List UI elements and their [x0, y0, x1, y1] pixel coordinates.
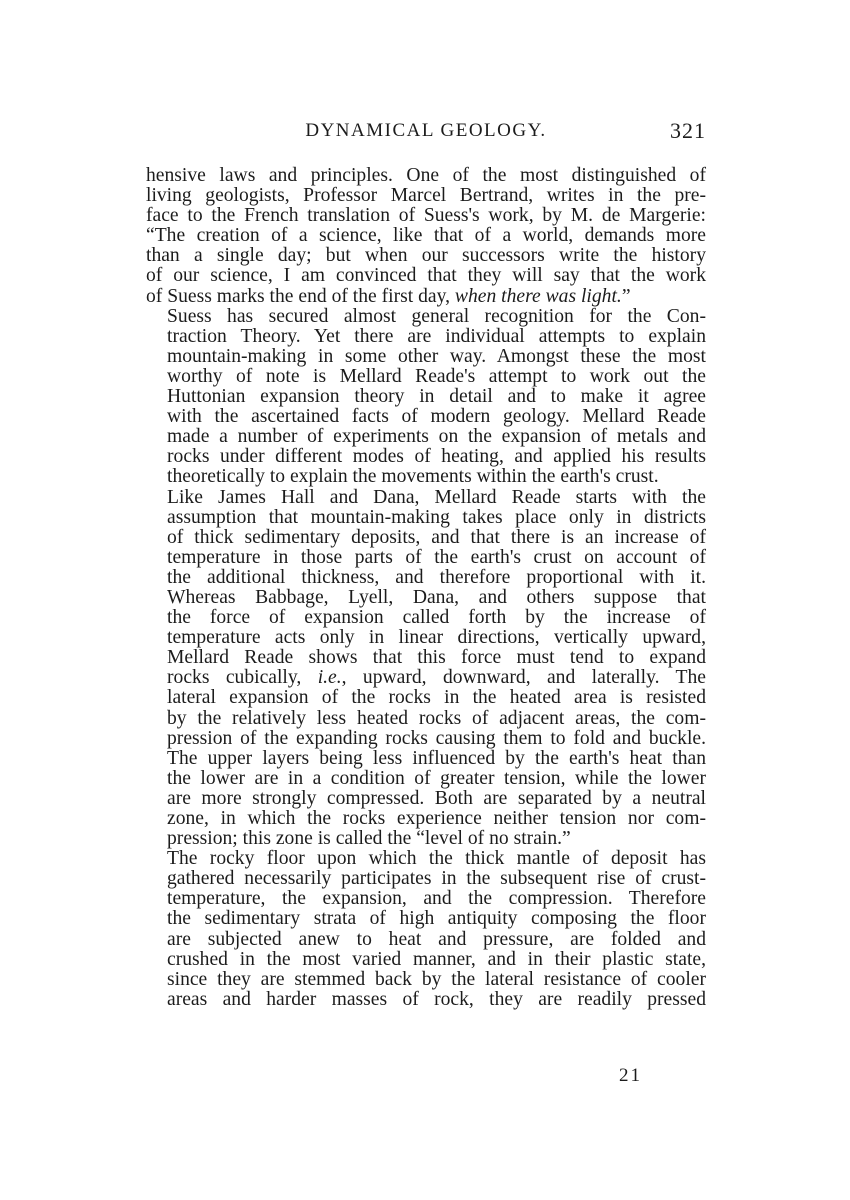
text-line: than a single day; but when our successors write the history — [146, 245, 706, 267]
text-line: the sedimentary strata of high antiquity composing the floor — [167, 908, 706, 930]
page-number: 321 — [670, 118, 706, 143]
text-line-ie — [146, 668, 706, 688]
text-line: by the relatively less heated rocks of adjacent areas, the com- — [167, 707, 706, 729]
text-line: of thick sedimentary deposits, and that there is an increase of — [167, 526, 706, 548]
running-head — [146, 118, 706, 148]
paragraph-2 — [146, 307, 706, 488]
text-line: gathered necessarily participates in the subsequent rise of crust- — [167, 868, 706, 890]
italic-abbreviation: i.e. — [317, 667, 342, 689]
text-line: assumption that mountain-making takes place only in districts — [167, 506, 706, 528]
paragraph-4 — [146, 849, 706, 1010]
text-line: Like James Hall and Dana, Mellard Reade starts with the — [167, 486, 706, 508]
paragraph-1 — [146, 166, 706, 307]
closing-quote: ” — [621, 285, 631, 307]
text-line: temperature in those parts of the earth's crust on account of — [167, 546, 706, 568]
italic-phrase: when there was light. — [454, 285, 622, 307]
text-line: the lower are in a condition of greater tension, while the lower — [167, 767, 706, 789]
text-line: are more strongly compressed. Both are separated by a neutral — [167, 787, 706, 809]
paragraph-3 — [146, 488, 706, 850]
text-line: Suess has secured almost general recognition for the Con- — [167, 305, 706, 327]
text-line: The rocky floor upon which the thick mantle of deposit has — [167, 848, 706, 870]
text-line: traction Theory. Yet there are individual attempts to explain — [167, 325, 706, 347]
text-run: of Suess marks the end of the first day, — [146, 285, 455, 307]
text-line: The upper layers being less influenced by the earth's heat than — [167, 747, 706, 769]
text-line: mountain-making in some other way. Amongst these the most — [167, 345, 706, 367]
text-line: the force of expansion called forth by the increase of — [167, 607, 706, 629]
text-line: since they are stemmed back by the lateral resistance of cooler — [167, 968, 706, 990]
signature-mark: 21 — [619, 1065, 642, 1086]
text-run: rocks cubically, — [167, 667, 318, 689]
text-line: Huttonian expansion theory in detail and to make it agree — [167, 386, 706, 408]
text-line: temperature acts only in linear directions, vertically upward, — [167, 627, 706, 649]
body-text — [146, 166, 706, 1010]
text-line: Whereas Babbage, Lyell, Dana, and others suppose that — [167, 586, 706, 608]
text-line: pression; this zone is called the “level of no strain.” — [167, 828, 571, 850]
text-line: crushed in the most varied manner, and in their plastic state, — [167, 948, 706, 970]
text-line: are subjected anew to heat and pressure, are folded and — [167, 928, 706, 950]
text-run: , upward, downward, and laterally. The — [341, 667, 706, 689]
text-line: Mellard Reade shows that this force must tend to expand — [167, 647, 706, 669]
text-line: lateral expansion of the rocks in the heated area is resisted — [167, 687, 706, 709]
text-line: living geologists, Professor Marcel Bertrand, writes in the pre- — [146, 185, 706, 207]
text-line-final — [146, 287, 706, 307]
text-line: pression of the expanding rocks causing them to fold and buckle. — [167, 727, 706, 749]
text-line: of our science, I am convinced that they will say that the work — [146, 265, 706, 287]
text-line: worthy of note is Mellard Reade's attempt to work out the — [167, 365, 706, 387]
text-line: with the ascertained facts of modern geology. Mellard Reade — [167, 406, 706, 428]
text-line: “The creation of a science, like that of a world, demands more — [146, 225, 706, 247]
text-line: theoretically to explain the movements within the earth's crust. — [167, 466, 659, 488]
running-title: DYNAMICAL GEOLOGY. — [305, 120, 547, 141]
text-line: hensive laws and principles. One of the most distinguished of — [146, 165, 706, 186]
text-line: temperature, the expansion, and the compression. Therefore — [167, 888, 706, 910]
text-line: areas and harder masses of rock, they are readily pressed — [167, 988, 706, 1010]
text-line: made a number of experiments on the expansion of metals and — [167, 426, 706, 448]
text-line: the additional thickness, and therefore proportional with it. — [167, 566, 706, 588]
text-line: face to the French translation of Suess's work, by M. de Margerie: — [146, 205, 706, 227]
text-line: rocks under different modes of heating, and applied his results — [167, 446, 706, 468]
text-line: zone, in which the rocks experience neither tension nor com- — [167, 808, 706, 829]
